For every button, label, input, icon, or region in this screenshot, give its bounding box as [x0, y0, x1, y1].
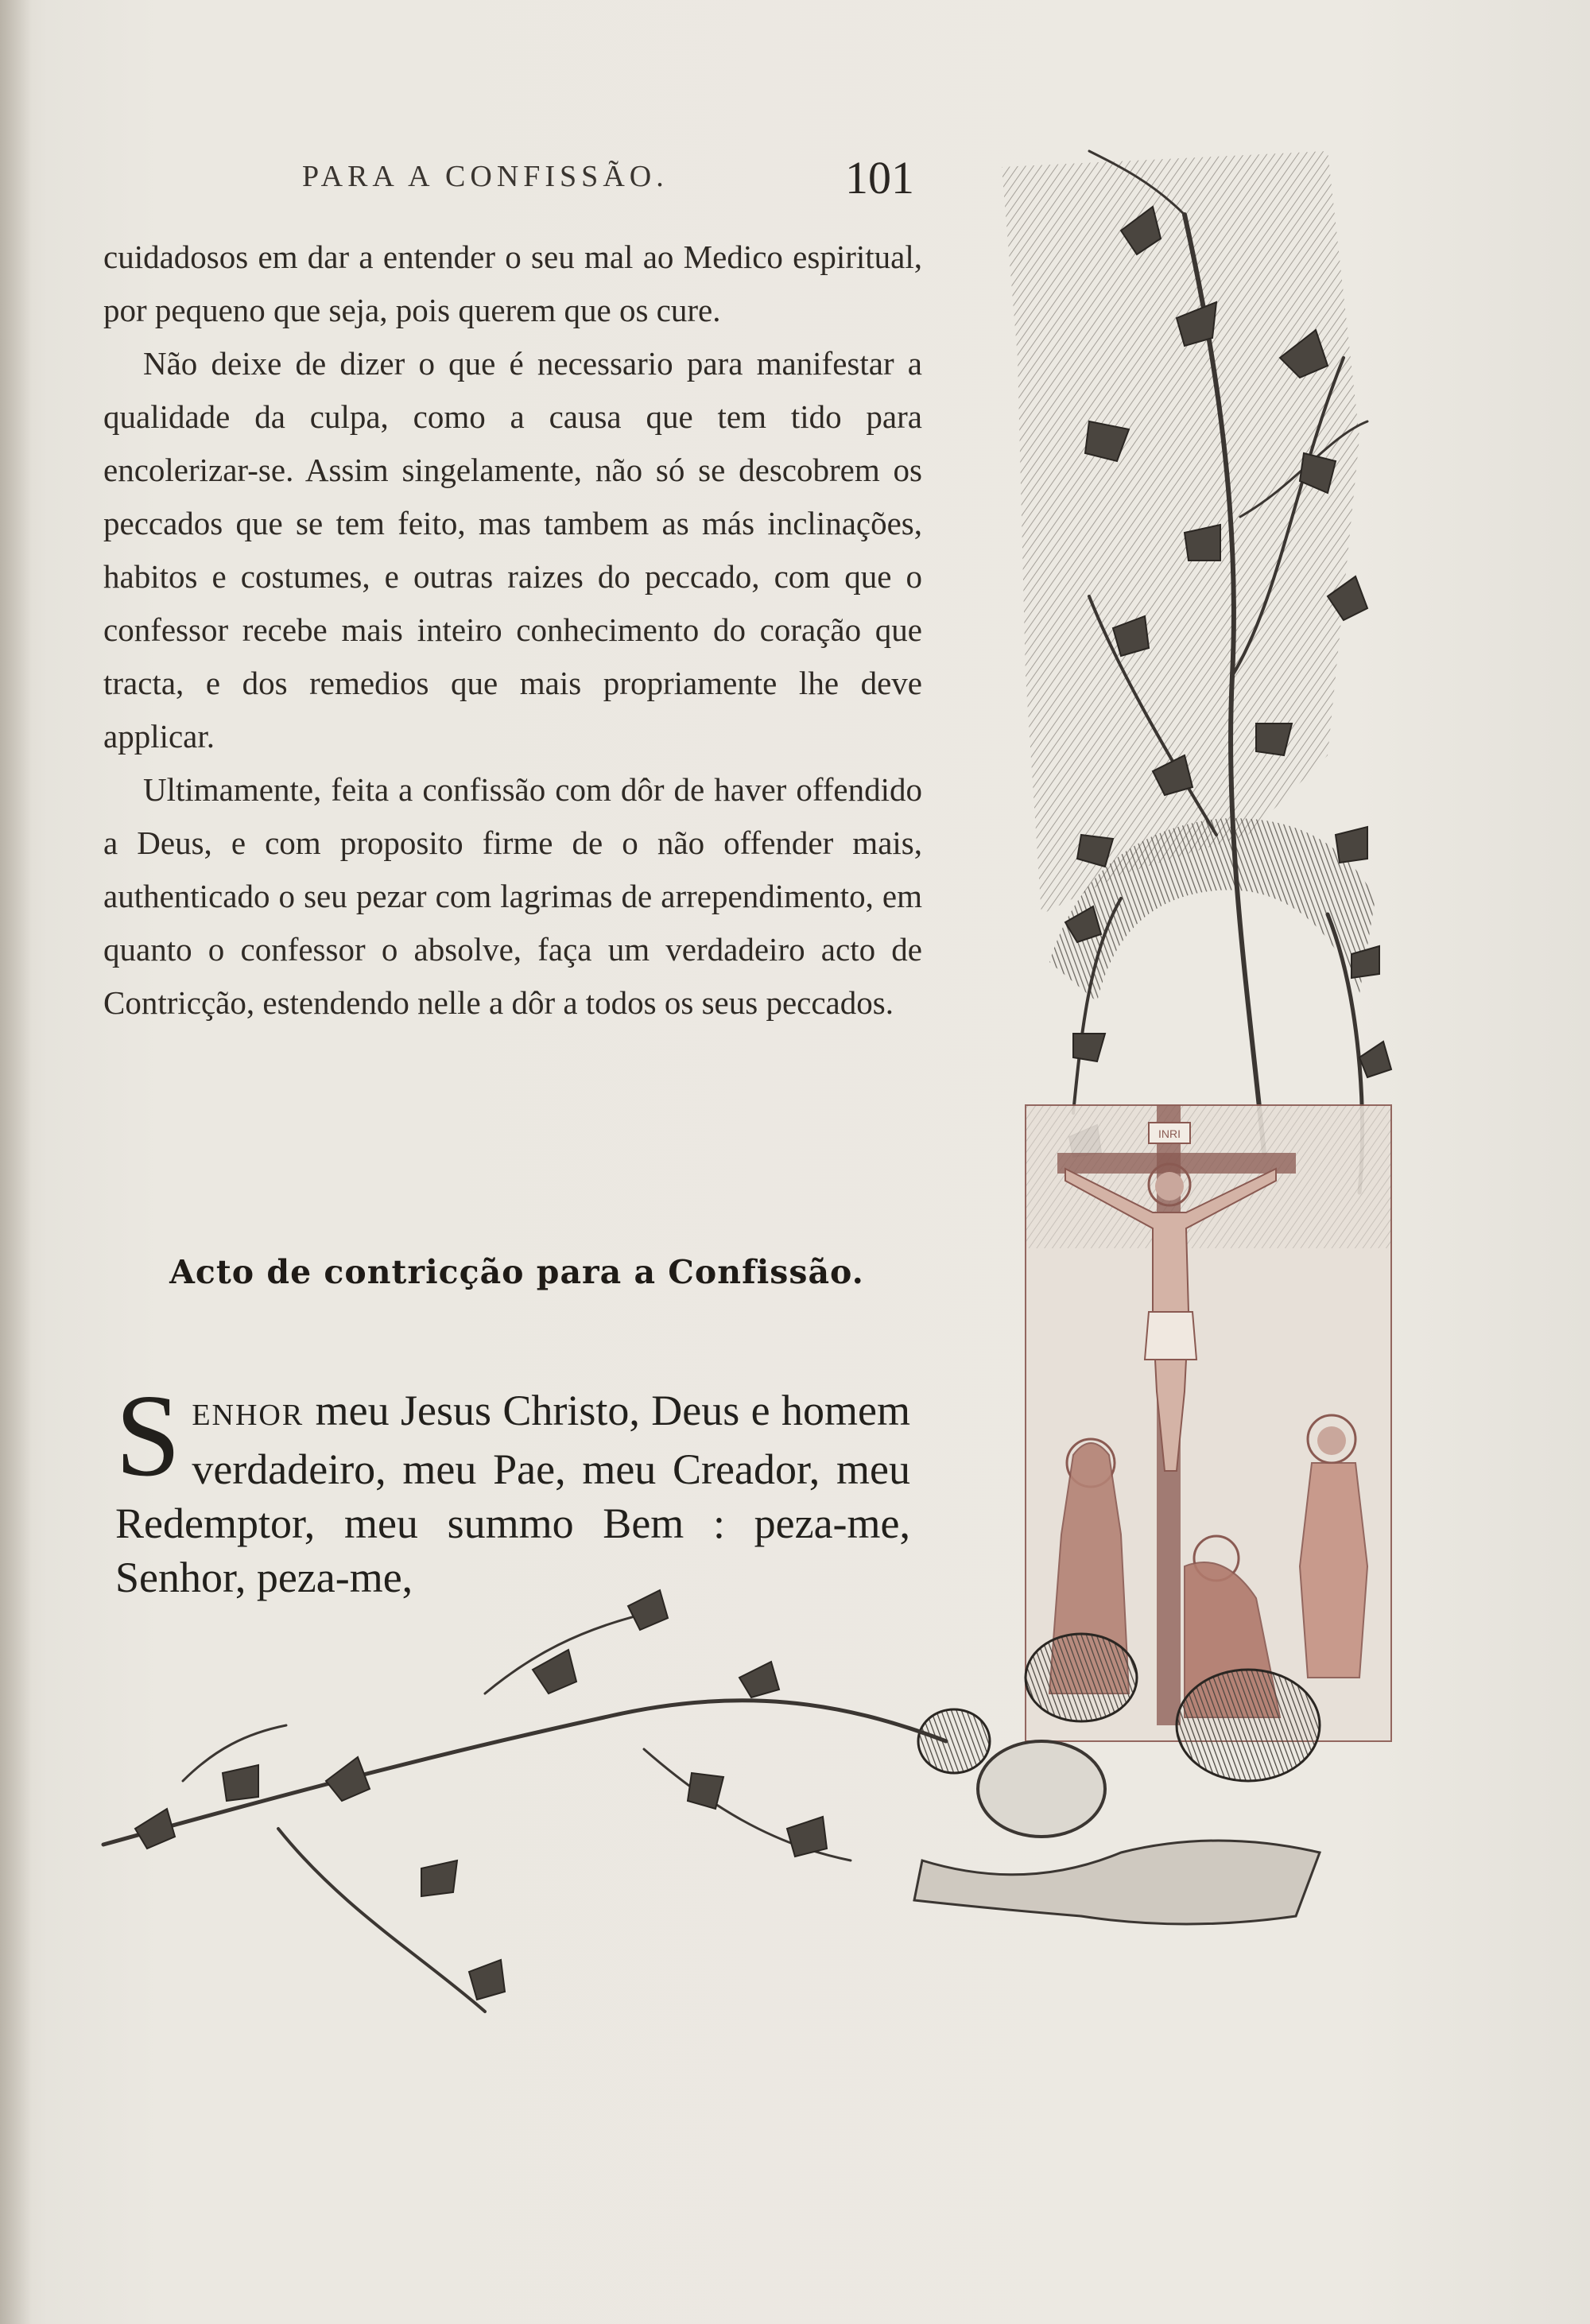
- paragraph: cuidadosos em dar a entender o seu mal ao Medico espiritual, por pequeno que seja, pois querem que os cure.: [103, 239, 922, 328]
- prayer-body: meu Jesus Christo, Deus e homem verdadeiro, meu Pae, meu Creador, meu Redemptor, meu summo Bem : peza-me, Senhor, peza-me,: [115, 1387, 910, 1601]
- cross-inscription: INRI: [1158, 1127, 1181, 1140]
- first-word-smallcaps: ENHOR: [192, 1399, 304, 1432]
- bird-drawing: [914, 1634, 1320, 1924]
- paragraph: Não deixe de dizer o que é necessario para manifestar a qualidade da culpa, como a causa que tem tido para encolerizar-se. Assim singelamente, não só se descobrem os peccados que se tem feito, mas tambem as más inclinações, habitos e costumes, e outras raizes do peccado, com que o confessor recebe mais inteiro conhecimento do coração que tracta, e dos remedios que mais propriamente lhe deve applicar.: [103, 345, 922, 755]
- sky-hatching: [1002, 151, 1359, 914]
- section-heading: Acto de contricção para a Confissão.: [169, 1253, 864, 1291]
- drop-cap: S: [115, 1371, 181, 1501]
- running-title: PARA A CONFISSÃO.: [302, 160, 669, 193]
- lower-vine: [103, 1614, 946, 2012]
- page-number: 101: [845, 152, 914, 204]
- lower-vine-leaves: [135, 1590, 827, 2000]
- running-head: [294, 151, 914, 207]
- spine-shadow: [0, 0, 32, 2324]
- paragraph: Ultimamente, feita a confissão com dôr de haver offendido a Deus, e com proposito firme de o não offender mais, authenticado o seu pezar com lagrimas de arrependimento, em quanto o confessor o absolve, faça um verdadeiro acto de Contricção, estendendo nelle a dôr a todos os seus peccados.: [103, 771, 922, 1021]
- body-text: [103, 231, 922, 1030]
- prayer-text: [115, 1371, 910, 1604]
